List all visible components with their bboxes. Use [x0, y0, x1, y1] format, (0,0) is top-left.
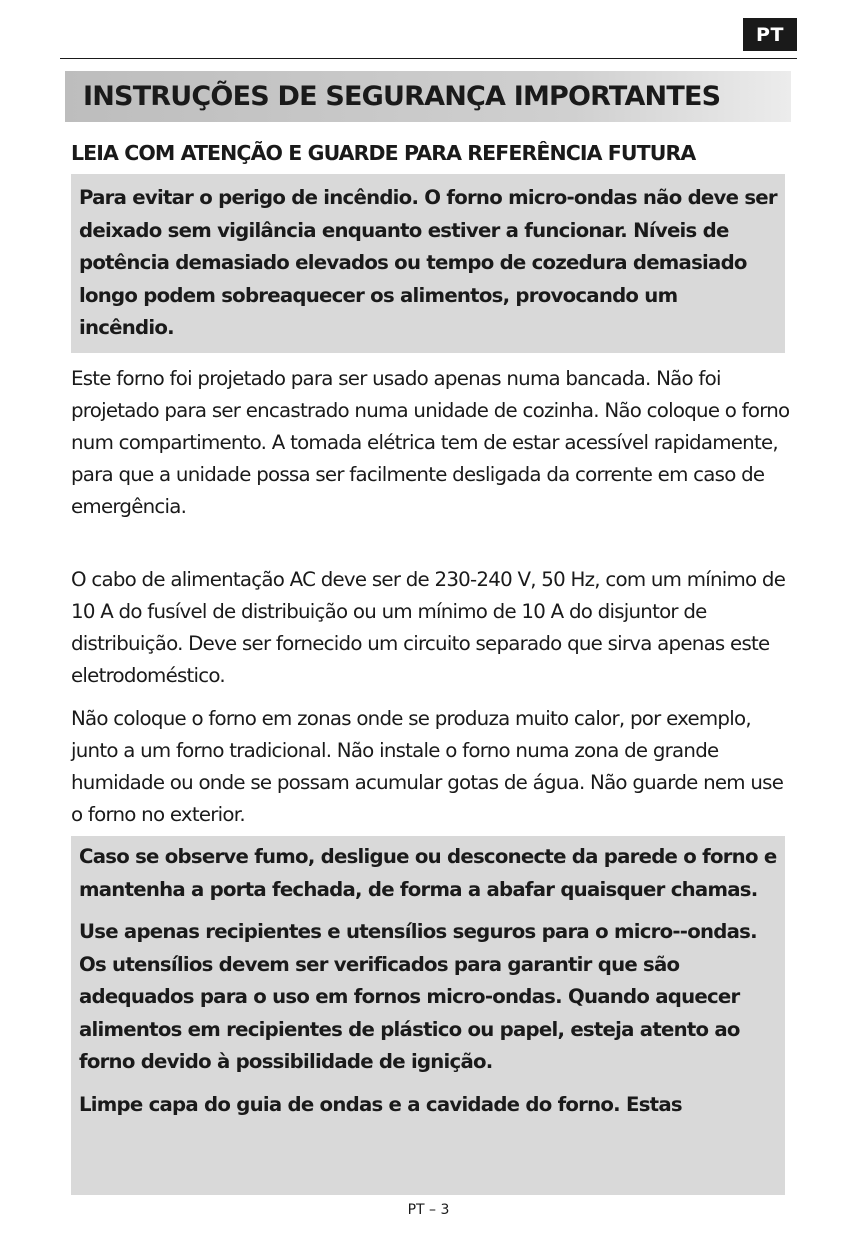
- smoke-warning-text: Caso se observe fumo, desligue ou desconecte da parede o forno e mantenha a porta fechada, de forma a abafar quaisquer chamas.: [79, 845, 777, 901]
- section-subheading: LEIA COM ATENÇÃO E GUARDE PARA REFERÊNCIA FUTURA: [71, 141, 696, 165]
- cleaning-warning-text: Limpe capa do guia de ondas e a cavidade do forno. Estas: [79, 1092, 682, 1116]
- installation-paragraph: Este forno foi projetado para ser usado apenas numa bancada. Não foi projetado para ser encastrado numa unidade de cozinha. Não coloque o forno num compartimento. A tomada elétrica tem de estar acessível rapidamente, para que a unidade possa ser facilmente desligada da corrente em caso de emergência.: [71, 367, 790, 518]
- placement-paragraph: Não coloque o forno em zonas onde se produza muito calor, por exemplo, junto a um forno tradicional. Não instale o forno numa zona de grande humidade ou onde se possam acumular gotas de água. Não guarde nem use o forno no exterior.: [71, 707, 784, 826]
- title-bar: [65, 71, 791, 122]
- utensils-warning-text: Use apenas recipientes e utensílios seguros para o micro--ondas. Os utensílios devem ser verificados para garantir que são adequados para o uso em fornos micro-ondas. Quando aquecer alimentos em recipientes de plástico ou papel, esteja atento ao forno devido à possibilidade de ignição.: [79, 920, 757, 1073]
- header-divider: [60, 58, 797, 59]
- fire-warning-text: Para evitar o perigo de incêndio. O forno micro-ondas não deve ser deixado sem vigilância enquanto estiver a funcionar. Níveis de potência demasiado elevados ou tempo de cozedura demasiado longo podem sobreaquecer os alimentos, provocando um incêndio.: [79, 186, 777, 339]
- page-number: PT – 3: [407, 1202, 450, 1218]
- power-cable-paragraph: O cabo de alimentação AC deve ser de 230-240 V, 50 Hz, com um mínimo de 10 A do fusível de distribuição ou um mínimo de 10 A do disjuntor de distribuição. Deve ser fornecido um circuito separado que sirva apenas este eletrodoméstico.: [71, 568, 786, 687]
- fire-warning-box: [71, 174, 785, 353]
- safety-warning-box: [71, 836, 785, 1195]
- page-title: INSTRUÇÕES DE SEGURANÇA IMPORTANTES: [83, 81, 721, 112]
- language-badge: PT: [743, 18, 797, 51]
